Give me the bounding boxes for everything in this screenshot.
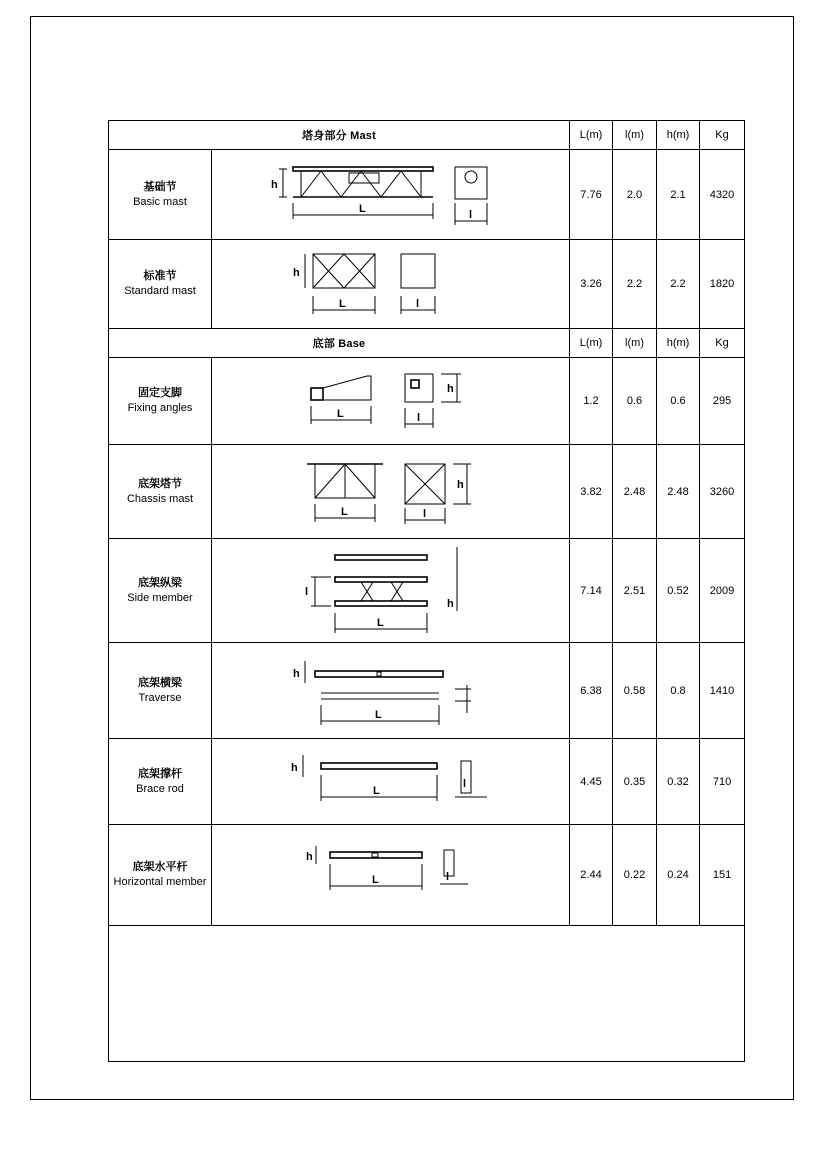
component-name: 底架水平杆 Horizontal member (109, 825, 212, 926)
svg-text:l: l (422, 507, 426, 520)
table-row (109, 150, 745, 240)
svg-text:h: h (305, 851, 313, 863)
value-l: 0.6 (613, 358, 657, 445)
traverse-drawing (212, 643, 570, 739)
svg-text:l: l (462, 777, 466, 790)
col-header-L: L(m) (570, 121, 613, 150)
value-l: 2.48 (613, 445, 657, 539)
col-header-kg: Kg (700, 329, 745, 358)
svg-text:h: h (292, 667, 300, 680)
value-h: 2.48 (657, 445, 700, 539)
basic-mast-drawing (212, 150, 570, 240)
value-kg: 1820 (700, 240, 745, 329)
component-name: 底架横梁 Traverse (109, 643, 212, 739)
col-header-L: L(m) (570, 329, 613, 358)
empty-notes-row (109, 926, 745, 1062)
col-header-h: h(m) (657, 121, 700, 150)
value-L: 1.2 (570, 358, 613, 445)
value-L: 6.38 (570, 643, 613, 739)
svg-text:l: l (415, 298, 419, 310)
col-header-h: h(m) (657, 329, 700, 358)
value-L: 3.82 (570, 445, 613, 539)
svg-text:h: h (456, 478, 464, 491)
side-member-drawing (212, 539, 570, 643)
value-h: 2.2 (657, 240, 700, 329)
table-row (109, 358, 745, 445)
value-l: 0.22 (613, 825, 657, 926)
notes-area (109, 926, 745, 1062)
component-name: 底架撑杆 Brace rod (109, 739, 212, 825)
standard-mast-drawing (212, 240, 570, 329)
svg-text:L: L (372, 784, 380, 797)
col-header-l: l(m) (613, 329, 657, 358)
svg-text:h: h (290, 761, 298, 774)
base-section-title: 底部 Base (109, 329, 570, 358)
horizontal-member-drawing-icon (306, 840, 476, 910)
svg-text:L: L (371, 874, 379, 886)
brace-rod-drawing-icon (291, 747, 491, 817)
chassis-mast-drawing (212, 445, 570, 539)
table-row (109, 445, 745, 539)
svg-text:L: L (336, 408, 344, 420)
standard-mast-drawing-icon (291, 244, 491, 324)
svg-text:L: L (358, 202, 366, 215)
value-l: 0.58 (613, 643, 657, 739)
value-l: 2.0 (613, 150, 657, 240)
svg-text:l: l (304, 585, 308, 598)
svg-text:l: l (416, 412, 420, 424)
component-spec-table (108, 120, 745, 1062)
table-row (109, 240, 745, 329)
value-l: 0.35 (613, 739, 657, 825)
table-row (109, 539, 745, 643)
value-l: 2.51 (613, 539, 657, 643)
table-row (109, 825, 745, 926)
svg-text:L: L (338, 298, 346, 310)
value-L: 4.45 (570, 739, 613, 825)
value-kg: 710 (700, 739, 745, 825)
component-name: 基础节 Basic mast (109, 150, 212, 240)
col-header-l: l(m) (613, 121, 657, 150)
svg-text:h: h (292, 267, 300, 279)
svg-text:L: L (376, 616, 384, 629)
svg-text:h: h (270, 178, 278, 191)
value-kg: 2009 (700, 539, 745, 643)
svg-text:L: L (340, 505, 348, 518)
basic-mast-drawing-icon (271, 155, 511, 235)
value-h: 0.52 (657, 539, 700, 643)
component-name: 底架塔节 Chassis mast (109, 445, 212, 539)
component-name: 标准节 Standard mast (109, 240, 212, 329)
value-kg: 295 (700, 358, 745, 445)
component-name: 底架纵梁 Side member (109, 539, 212, 643)
svg-text:l: l (468, 208, 472, 221)
svg-text:L: L (374, 708, 382, 721)
traverse-drawing-icon (291, 649, 491, 733)
value-l: 2.2 (613, 240, 657, 329)
value-h: 0.8 (657, 643, 700, 739)
svg-text:h: h (446, 383, 454, 395)
fixing-angles-drawing (212, 358, 570, 445)
component-name: 固定支脚 Fixing angles (109, 358, 212, 445)
svg-text:l: l (445, 871, 449, 883)
col-header-kg: Kg (700, 121, 745, 150)
value-kg: 3260 (700, 445, 745, 539)
brace-rod-drawing (212, 739, 570, 825)
value-kg: 151 (700, 825, 745, 926)
mast-header-row (109, 121, 745, 150)
table-row (109, 739, 745, 825)
value-L: 7.76 (570, 150, 613, 240)
value-h: 0.6 (657, 358, 700, 445)
value-L: 3.26 (570, 240, 613, 329)
value-L: 2.44 (570, 825, 613, 926)
base-header-row (109, 329, 745, 358)
value-L: 7.14 (570, 539, 613, 643)
chassis-mast-drawing-icon (301, 452, 481, 532)
svg-text:h: h (446, 597, 454, 610)
side-member-drawing-icon (301, 543, 481, 639)
fixing-angles-drawing-icon (301, 366, 481, 436)
value-kg: 1410 (700, 643, 745, 739)
value-h: 0.24 (657, 825, 700, 926)
value-h: 0.32 (657, 739, 700, 825)
mast-section-title: 塔身部分 Mast (109, 121, 570, 150)
table-row (109, 643, 745, 739)
horizontal-member-drawing (212, 825, 570, 926)
value-kg: 4320 (700, 150, 745, 240)
value-h: 2.1 (657, 150, 700, 240)
